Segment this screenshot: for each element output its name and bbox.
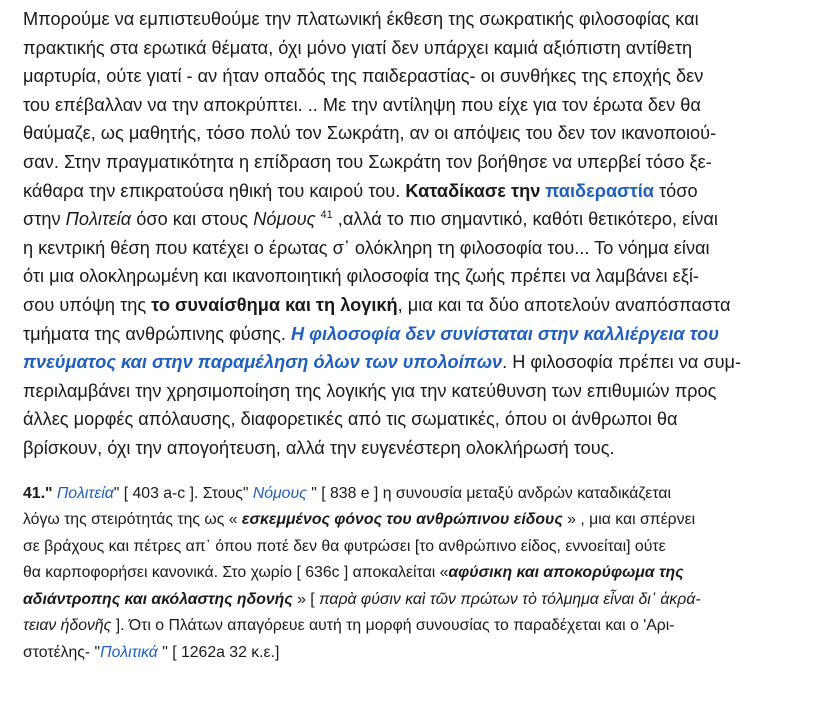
- main-highlight-run: Η φιλοσοφία δεν συνίσταται στην καλλιέργεια του: [290, 323, 720, 344]
- footnote-text-run: " [ 1262a 32 κ.ε.]: [157, 643, 280, 661]
- footnote-line: [23, 560, 803, 587]
- main-text-run: βρίσκουν, όχι την απογοήτευση, αλλά την ευγενέστερη ολοκλήρωσή τους.: [23, 437, 615, 458]
- main-text-run: τόσο: [653, 180, 698, 201]
- main-paragraph: [23, 0, 803, 463]
- footnote-text-run: " [ 403 a-c ]. Στους": [113, 484, 253, 502]
- main-line: [23, 91, 803, 120]
- footnote-reference: 41: [320, 209, 333, 222]
- main-text-run: του επέβαλλαν να την αποκρύπτει. .. Με την αντίληψη που είχε για τον έρωτα δεν θα: [23, 94, 701, 115]
- main-line: [23, 205, 803, 234]
- main-line: [23, 119, 803, 148]
- main-italic-run: Νόμους: [253, 209, 316, 230]
- main-text-run: η κεντρική θέση που κατέχει ο έρωτας σ᾽ ολόκληρη τη φιλοσοφία του... Το νόημα είναι: [23, 237, 710, 258]
- footnote-bold-run: 41.": [23, 484, 53, 502]
- footnote-text-run: σε βράχους και πέτρες απ᾽ όπου ποτέ δεν θα φυτρώσει [το ανθρώπινο είδος, εννοείται] ούτε: [23, 537, 666, 555]
- main-text-run: σαν. Στην πραγματικότητα η επίδραση του Σωκράτη τον βοήθησε να υπερβεί τόσο ξε-: [23, 151, 712, 172]
- footnote-highlight-run: Πολιτεία: [56, 484, 114, 502]
- footnote-text-run: » , μια και σπέρνει: [562, 511, 696, 528]
- footnote-text-run: " [ 838 e ] η συνουσία μεταξύ ανδρών καταδικάζεται: [306, 484, 671, 502]
- footnote-line: [23, 481, 803, 508]
- main-highlight-run: πνεύματος και στην παραμέληση όλων των υπολοίπων: [23, 352, 503, 373]
- main-text-run: κάθαρα την επικρατούσα ηθική του καιρού του.: [23, 180, 406, 201]
- main-text-run: στην: [23, 209, 66, 230]
- footnote-text-run: θα καρποφορήσει κανονικά. Στο χωρίο [ 636c ] αποκαλείται «: [23, 564, 449, 581]
- footnote-italic-run: παρὰ φύσιν καὶ τῶν πρώτων τὸ τόλμημα εἶναι δι᾽ ἀκρά-: [319, 590, 701, 608]
- footnote-text-run: » [: [292, 590, 320, 608]
- main-text-run: , μια και τα δύο αποτελούν αναπόσπαστα: [397, 294, 731, 315]
- main-line: [23, 62, 803, 91]
- main-text-run: ,αλλά το πιο σημαντικό, καθότι θετικότερο, είναι: [332, 209, 718, 230]
- main-text-run: . Η φιλοσοφία πρέπει να συμ-: [502, 352, 742, 373]
- main-bold-run: Καταδίκασε την: [405, 180, 546, 201]
- main-line: [23, 434, 803, 463]
- footnote-41: [23, 463, 803, 667]
- main-bold-run: το συναίσθημα και τη λογική: [151, 294, 398, 315]
- footnote-line: [23, 587, 803, 614]
- footnote-italic-run: τειαν ἡδονῆς: [23, 617, 112, 634]
- main-text-run: ότι μια ολοκληρωμένη και ικανοποιητική φιλοσοφία της ζωής πρέπει να λαμβάνει εξί-: [23, 266, 699, 287]
- main-line: [23, 348, 803, 377]
- main-line: [23, 377, 803, 406]
- main-text-run: πρακτικής στα ερωτικά θέματα, όχι μόνο γιατί δεν υπάρχει καμιά αξιόπιστη αντίθετη: [23, 37, 693, 58]
- main-line: [23, 177, 803, 206]
- main-italic-run: Πολιτεία: [65, 209, 132, 230]
- main-line: [23, 405, 803, 434]
- main-text-run: όσο και στους: [131, 209, 254, 230]
- main-line: [23, 291, 803, 320]
- footnote-line: [23, 534, 803, 561]
- main-line: [23, 148, 803, 177]
- footnote-text-run: ]. Ότι ο Πλάτων απαγόρευε αυτή τη μορφή συνουσίας το παραδέχεται και ο 'Αρι-: [111, 617, 675, 634]
- footnote-text-run: στοτέλης- ": [23, 643, 101, 661]
- footnote-line: [23, 613, 803, 640]
- main-text-run: τμήματα της ανθρώπινης φύσης.: [23, 323, 291, 344]
- main-text-run: περιλαμβάνει την χρησιμοποίηση της λογικής για την κατεύθυνση των επιθυμιών προς: [23, 380, 717, 401]
- main-line: [23, 262, 803, 291]
- main-text-run: μαρτυρία, ούτε γιατί - αν ήταν οπαδός της παιδεραστίας- οι συνθήκες της εποχής δεν: [23, 66, 704, 87]
- main-text-run: σου υπόψη της: [23, 294, 152, 315]
- footnote-text-run: λόγω της στειρότητάς της ως «: [23, 511, 242, 528]
- footnote-bold-run: αδιάντροπης και ακόλαστης ηδονής: [23, 590, 293, 608]
- main-line: [23, 234, 803, 263]
- footnote-bold-run: εσκεμμένος φόνος του ανθρώπινου είδους: [241, 511, 563, 528]
- main-line: [23, 5, 803, 34]
- footnote-line: [23, 640, 803, 667]
- main-text-run: θαύμαζε, ως μαθητής, τόσο πολύ τον Σωκράτη, αν οι απόψεις του δεν τον ικανοποιού-: [23, 123, 717, 144]
- main-line: [23, 34, 803, 63]
- main-text-run: Μπορούμε να εμπιστευθούμε την πλατωνική έκθεση της σωκρατικής φιλοσοφίας και: [23, 9, 699, 29]
- document-page: [23, 0, 803, 666]
- footnote-highlight-run: Νόμους: [252, 484, 307, 502]
- footnote-bold-run: αφύσικη και αποκορύφωμα της: [448, 564, 684, 581]
- main-line: [23, 320, 803, 349]
- footnote-highlight-run: Πολιτικά: [100, 643, 158, 661]
- main-text-run: άλλες μορφές απόλαυσης, διαφορετικές από τις σωματικές, όπου οι άνθρωποι θα: [23, 409, 678, 430]
- footnote-line: [23, 507, 803, 534]
- main-highlight-run: παιδεραστία: [545, 180, 654, 201]
